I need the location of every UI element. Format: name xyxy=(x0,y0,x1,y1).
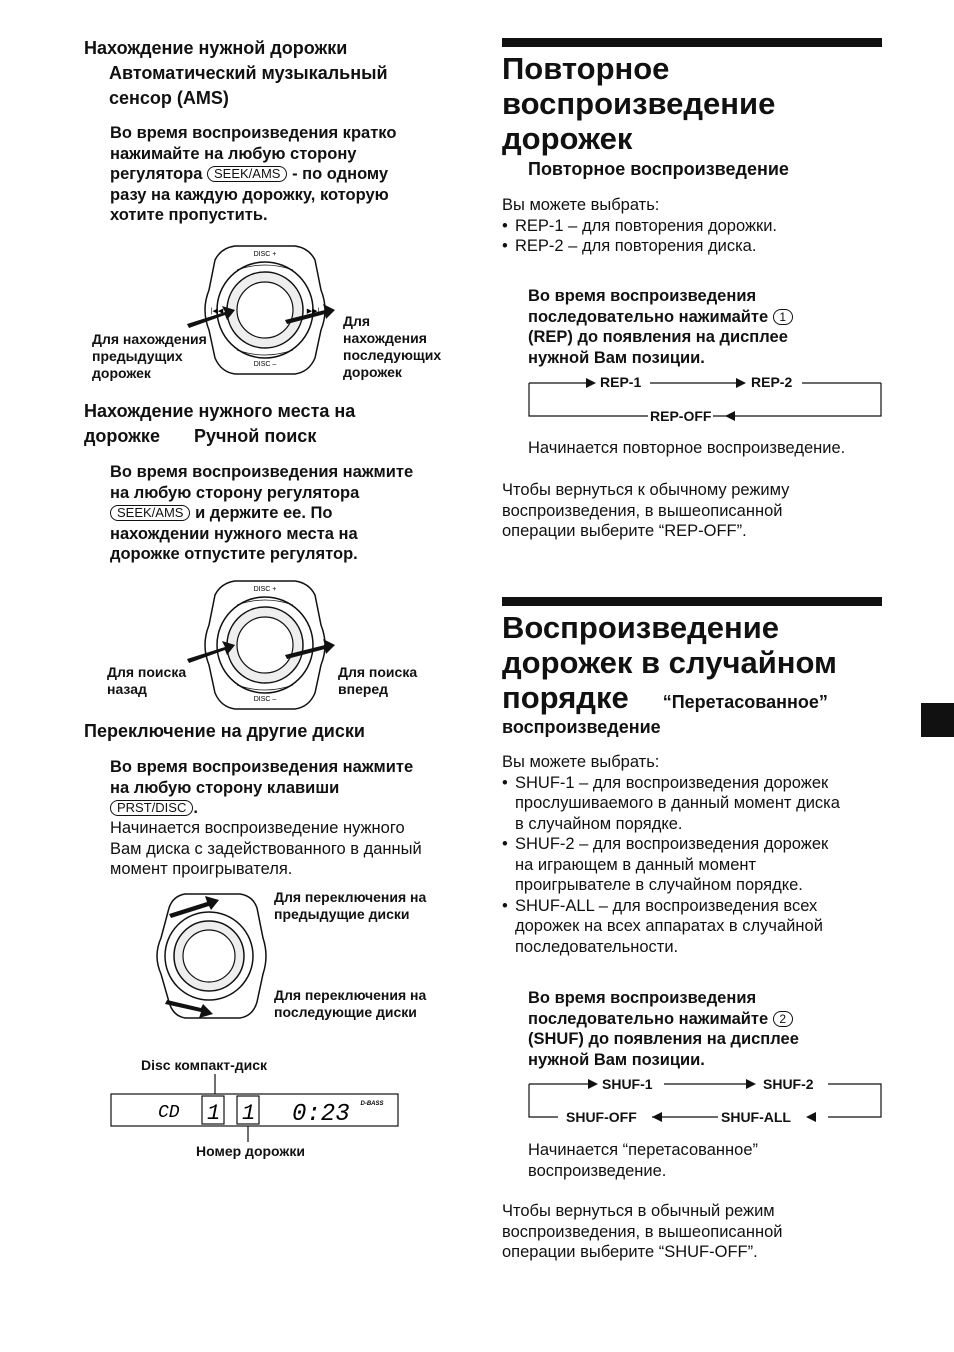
seek-ams-knob-illustration xyxy=(185,240,345,380)
shuffle-subtitle-b: воспроизведение xyxy=(502,717,661,737)
repeat-option-list xyxy=(502,216,777,257)
manual-heading: Нахождение нужного места на дорожке Ручной поиск xyxy=(84,401,356,446)
button-2-symbol: 2 xyxy=(773,1011,793,1027)
flow-shuf-off: SHUF-OFF xyxy=(566,1109,637,1125)
manual-caption-forward: Для поиска вперед xyxy=(338,664,418,697)
manual-caption-back: Для поиска назад xyxy=(107,664,187,697)
shuffle-flow-diagram xyxy=(528,1075,882,1125)
manual-instruction: Во время воспроизведения нажмите на любую сторону регулятора SEEK/AMS и держите ее. По нахождении нужного места на дорожке отпустите регулятор. xyxy=(110,463,414,563)
shuffle-subtitle-a: “Перетасованное” xyxy=(662,692,828,712)
ams-instr-line1: Во время воспроизведения кратко xyxy=(110,124,397,142)
ams-instr-line3: регулятора SEEK/AMS - по одному xyxy=(110,165,389,183)
shuffle-return: Чтобы вернуться в обычный режим воспроизведения, в вышеописанной операции выберите “SHUF-OFF”. xyxy=(502,1202,783,1261)
flow-shuf-1: SHUF-1 xyxy=(602,1076,653,1092)
repeat-result: Начинается повторное воспроизведение. xyxy=(528,439,846,457)
repeat-flow-diagram xyxy=(528,374,882,424)
lcd-track-number: 1 xyxy=(242,1101,256,1126)
shuffle-intro: Вы можете выбрать: xyxy=(502,753,660,771)
lcd-time: 0:23 xyxy=(292,1101,350,1128)
section-rule-shuffle xyxy=(502,597,882,606)
ams-caption-prev: Для нахождения предыдущих дорожек xyxy=(92,331,207,381)
display-label-track: Номер дорожки xyxy=(196,1143,305,1159)
chapter-tab-marker xyxy=(921,703,954,737)
flow-shuf-2: SHUF-2 xyxy=(763,1076,814,1092)
shuffle-option-list xyxy=(502,773,902,958)
disc-plus-label: DISC + xyxy=(253,251,277,258)
list-item: • REP-1 – для повторения дорожки. xyxy=(502,216,777,237)
ams-instruction xyxy=(110,123,460,226)
shuffle-title: Воспроизведение дорожек в случайном порядке “Перетасованное” xyxy=(502,610,837,715)
ams-heading: Нахождение нужной дорожки xyxy=(84,38,348,58)
flow-rep-off: REP-OFF xyxy=(650,408,712,424)
lcd-display-illustration xyxy=(110,1074,400,1144)
list-item: • REP-2 – для повторения диска. xyxy=(502,236,777,257)
disc-plus-label: DISC + xyxy=(253,586,277,593)
flow-shuf-all: SHUF-ALL xyxy=(721,1109,791,1125)
disc-body: Начинается воспроизведение нужного Вам диска с задействованного в данный момент проигрывателя. xyxy=(110,819,422,878)
disc-minus-label: DISC – xyxy=(253,361,277,368)
next-symbol: ▶▶| xyxy=(306,308,320,315)
list-item: • SHUF-2 – для воспроизведения дорожек на играющем в данный момент проигрывателе в случайном порядке. xyxy=(502,834,902,896)
ams-instr-line2: нажимайте на любую сторону xyxy=(110,144,357,163)
repeat-return: Чтобы вернуться к обычному режиму воспроизведения, в вышеописанной операции выберите “REP-OFF”. xyxy=(502,481,790,540)
repeat-intro: Вы можете выбрать: xyxy=(502,196,660,214)
ams-subheading xyxy=(109,61,388,111)
shuffle-instruction: Во время воспроизведения последовательно нажимайте 2 (SHUF) до появления на дисплее нужной Вам позиции. xyxy=(528,989,799,1069)
repeat-instruction: Во время воспроизведения последовательно нажимайте 1 (REP) до появления на дисплее нужной Вам позиции. xyxy=(528,286,888,368)
ams-subheading-line2: сенсор (AMS) xyxy=(109,88,229,108)
lcd-disc-number: 1 xyxy=(207,1101,221,1126)
ams-instr-line5: хотите пропустить. xyxy=(110,206,268,224)
manual-search-knob-illustration xyxy=(185,575,345,715)
button-1-symbol: 1 xyxy=(773,309,793,325)
shuffle-result: Начинается “перетасованное” воспроизведение. xyxy=(528,1141,759,1180)
disc-knob-illustration xyxy=(145,888,270,1023)
ams-caption-next: Для нахождения последующих дорожек xyxy=(343,313,442,380)
repeat-options xyxy=(502,195,777,257)
disc-heading: Переключение на другие диски xyxy=(84,721,365,741)
dbass-logo: D-BASS xyxy=(360,1101,384,1107)
display-label-disc: Disc компакт-диск xyxy=(141,1057,268,1073)
prev-symbol: |◀◀ xyxy=(210,308,224,315)
prst-disc-key: PRST/DISC xyxy=(110,800,193,816)
section-rule-repeat xyxy=(502,38,882,47)
disc-minus-label: DISC – xyxy=(253,696,277,703)
seek-ams-key: SEEK/AMS xyxy=(110,505,190,521)
disc-caption-previous: Для переключения на предыдущие диски xyxy=(274,889,427,922)
lcd-disc-prefix: CD xyxy=(158,1103,180,1123)
list-item: • SHUF-ALL – для воспроизведения всех дорожек на всех аппаратах в случайной последовательности. xyxy=(502,896,902,958)
disc-caption-next: Для переключения на последующие диски xyxy=(274,987,427,1020)
repeat-subtitle: Повторное воспроизведение xyxy=(528,159,789,179)
seek-ams-key: SEEK/AMS xyxy=(207,166,287,182)
flow-rep-1: REP-1 xyxy=(600,374,642,390)
shuffle-options xyxy=(502,752,902,957)
list-item: • SHUF-1 – для воспроизведения дорожек прослушиваемого в данный момент диска в случайном порядке. xyxy=(502,773,902,835)
disc-instruction: Во время воспроизведения нажмите на любую сторону клавиши PRST/DISC . xyxy=(110,758,414,817)
repeat-title: Повторное воспроизведение дорожек xyxy=(502,51,776,156)
ams-subheading-line1: Автоматический музыкальный xyxy=(109,63,388,83)
ams-instr-line4: разу на каждую дорожку, которую xyxy=(110,185,389,204)
flow-rep-2: REP-2 xyxy=(751,374,793,390)
